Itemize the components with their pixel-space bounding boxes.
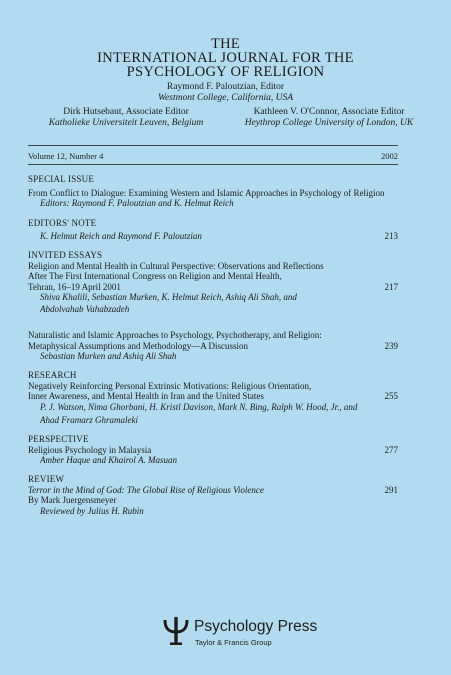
article-authors: Ahad Framarz Ghramaleki xyxy=(40,415,138,425)
article-authors: P. J. Watson, Nima Ghorbani, H. Kristl Davison, Mark N. Bing, Ralph W. Hood, Jr., and xyxy=(40,401,358,412)
article-authors: Abdolvahab Vahabzadeh xyxy=(40,303,130,314)
section-heading: EDITORS' NOTE xyxy=(28,218,97,228)
issue-year: 2002 xyxy=(381,151,398,161)
article-authors: Sebastian Murken and Ashiq Ali Shah xyxy=(40,351,177,361)
article-authors: Shiva Khalili, Sebastian Murken, K. Helmut Reich, Ashiq Ali Shah, and xyxy=(40,292,297,302)
associate-editor-name: Dirk Hutsebaut, Associate Editor xyxy=(63,107,189,117)
book-author: By Mark Juergensmeyer xyxy=(28,495,117,505)
publisher-group: Taylor & Francis Group xyxy=(195,638,272,647)
journal-title-line1: INTERNATIONAL JOURNAL FOR THE xyxy=(97,50,354,66)
journal-title-the: THE xyxy=(210,36,241,52)
masthead xyxy=(0,37,451,104)
page-number: 255 xyxy=(384,391,398,401)
psi-icon xyxy=(162,616,190,646)
page-number: 291 xyxy=(384,484,398,495)
article-title-line: Tehran, 16–19 April 2001 xyxy=(28,281,121,292)
book-title: Terror in the Mind of God: The Global Rise of Religious Violence xyxy=(28,484,264,495)
divider xyxy=(28,145,398,146)
article-title-line: Metaphysical Assumptions and Methodology—A Discussion xyxy=(28,340,248,351)
article-title-line: After The First International Congress on Religion and Mental Health, xyxy=(28,271,282,281)
article-authors: Amber Haque and Khairol A. Masuan xyxy=(40,455,177,465)
page-number: 277 xyxy=(384,444,398,455)
section-research xyxy=(28,370,398,426)
associate-editor-left xyxy=(26,107,226,129)
issue-info xyxy=(28,151,398,161)
journal-title-line2: PSYCHOLOGY OF RELIGION xyxy=(126,64,325,80)
section-heading: SPECIAL ISSUE xyxy=(28,174,95,184)
associate-editor-right xyxy=(224,107,434,129)
section-special-issue xyxy=(28,174,398,209)
associate-editor-name: Kathleen V. O'Connor, Associate Editor xyxy=(253,107,405,117)
publisher-name: Psychology Press xyxy=(194,618,318,635)
special-issue-editors: Editors: Raymond F. Paloutzian and K. Helmut Reich xyxy=(40,198,234,208)
article-naturalistic-islamic xyxy=(28,330,398,362)
article-title-line: Religious Psychology in Malaysia xyxy=(28,444,152,455)
editor-affiliation: Westmont College, California, USA xyxy=(157,93,294,103)
article-title-line: Inner Awareness, and Mental Health in Iran and the United States xyxy=(28,391,264,401)
page-number: 217 xyxy=(384,281,398,292)
editors-note-authors: K. Helmut Reich and Raymond F. Paloutzian xyxy=(40,230,202,241)
page-number: 213 xyxy=(384,230,398,241)
section-review xyxy=(28,474,398,516)
article-title-line: Naturalistic and Islamic Approaches to Psychology, Psychotherapy, and Religion: xyxy=(28,330,322,340)
section-perspective xyxy=(28,434,398,466)
associate-editor-affiliation: Katholieke Universiteit Leuven, Belgium xyxy=(48,118,204,128)
section-heading: PERSPECTIVE xyxy=(28,434,89,444)
page-number: 239 xyxy=(384,340,398,351)
reviewer: Reviewed by Julius H. Rubin xyxy=(40,505,144,516)
article-title-line: Religion and Mental Health in Cultural Perspective: Observations and Reflections xyxy=(28,260,324,271)
article-title-line: Negatively Reinforcing Personal Extrinsic Motivations: Religious Orientation, xyxy=(28,380,312,391)
divider xyxy=(28,164,398,165)
section-heading: INVITED ESSAYS xyxy=(28,250,103,260)
editor-name: Raymond F. Paloutzian, Editor xyxy=(166,82,285,92)
section-heading: REVIEW xyxy=(28,474,65,484)
section-invited-essays xyxy=(28,250,398,314)
associate-editor-affiliation: Heythrop College University of London, UK xyxy=(244,118,414,128)
volume-number: Volume 12, Number 4 xyxy=(28,151,104,161)
section-editors-note xyxy=(28,218,398,241)
section-heading: RESEARCH xyxy=(28,370,77,380)
special-issue-title: From Conflict to Dialogue: Examining Western and Islamic Approaches in Psychology of Religion xyxy=(28,187,385,198)
